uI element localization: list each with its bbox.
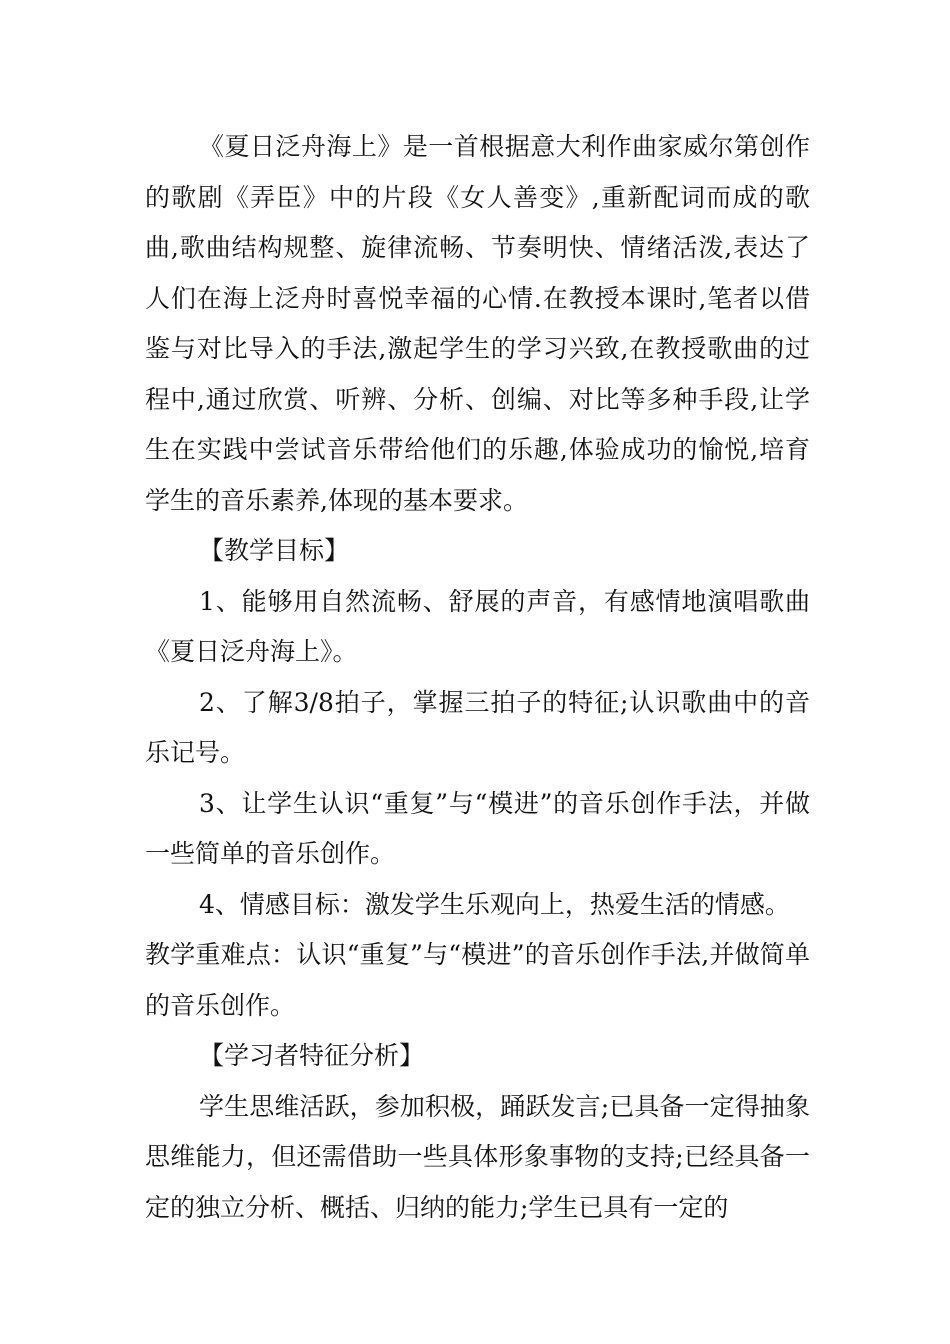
learner-analysis-heading: 【学习者特征分析】 xyxy=(199,1041,425,1070)
goal-item-2: 2、了解3/8拍子，掌握三拍子的特征;认识歌曲中的音乐记号。 xyxy=(145,687,810,767)
teaching-goals-heading: 【教学目标】 xyxy=(199,536,350,565)
goal-item-4: 4、情感目标：激发学生乐观向上，热爱生活的情感。 xyxy=(199,889,790,919)
goal-item-3: 3、让学生认识“重复”与“模进”的音乐创作手法，并做一些简单的音乐创作。 xyxy=(145,788,810,868)
key-points-paragraph: 教学重难点：认识“重复”与“模进”的音乐创作手法,并做简单的音乐创作。 xyxy=(145,940,810,1020)
goal-item-1: 1、能够用自然流畅、舒展的声音，有感情地演唱歌曲《夏日泛舟海上》。 xyxy=(145,586,810,666)
learner-analysis-paragraph: 学生思维活跃，参加积极，踊跃发言;已具备一定得抽象思维能力，但还需借助一些具体形象事物的支持;已经具备一定的独立分析、概括、归纳的能力;学生已具有一定的 xyxy=(145,1091,810,1222)
document-body xyxy=(145,122,810,1233)
intro-paragraph: 《夏日泛舟海上》是一首根据意大利作曲家威尔第创作的歌剧《弄臣》中的片段《女人善变》,重新配词而成的歌曲,歌曲结构规整、旋律流畅、节奏明快、情绪活泼,表达了人们在海上泛舟时喜悦幸福的心情.在教授本课时,笔者以借鉴与对比导入的手法,激起学生的学习兴致,在教授歌曲的过程中,通过欣赏、听辨、分析、创编、对比等多种手段,让学生在实践中尝试音乐带给他们的乐趣,体验成功的愉悦,培育学生的音乐素养,体现的基本要求。 xyxy=(145,132,810,515)
